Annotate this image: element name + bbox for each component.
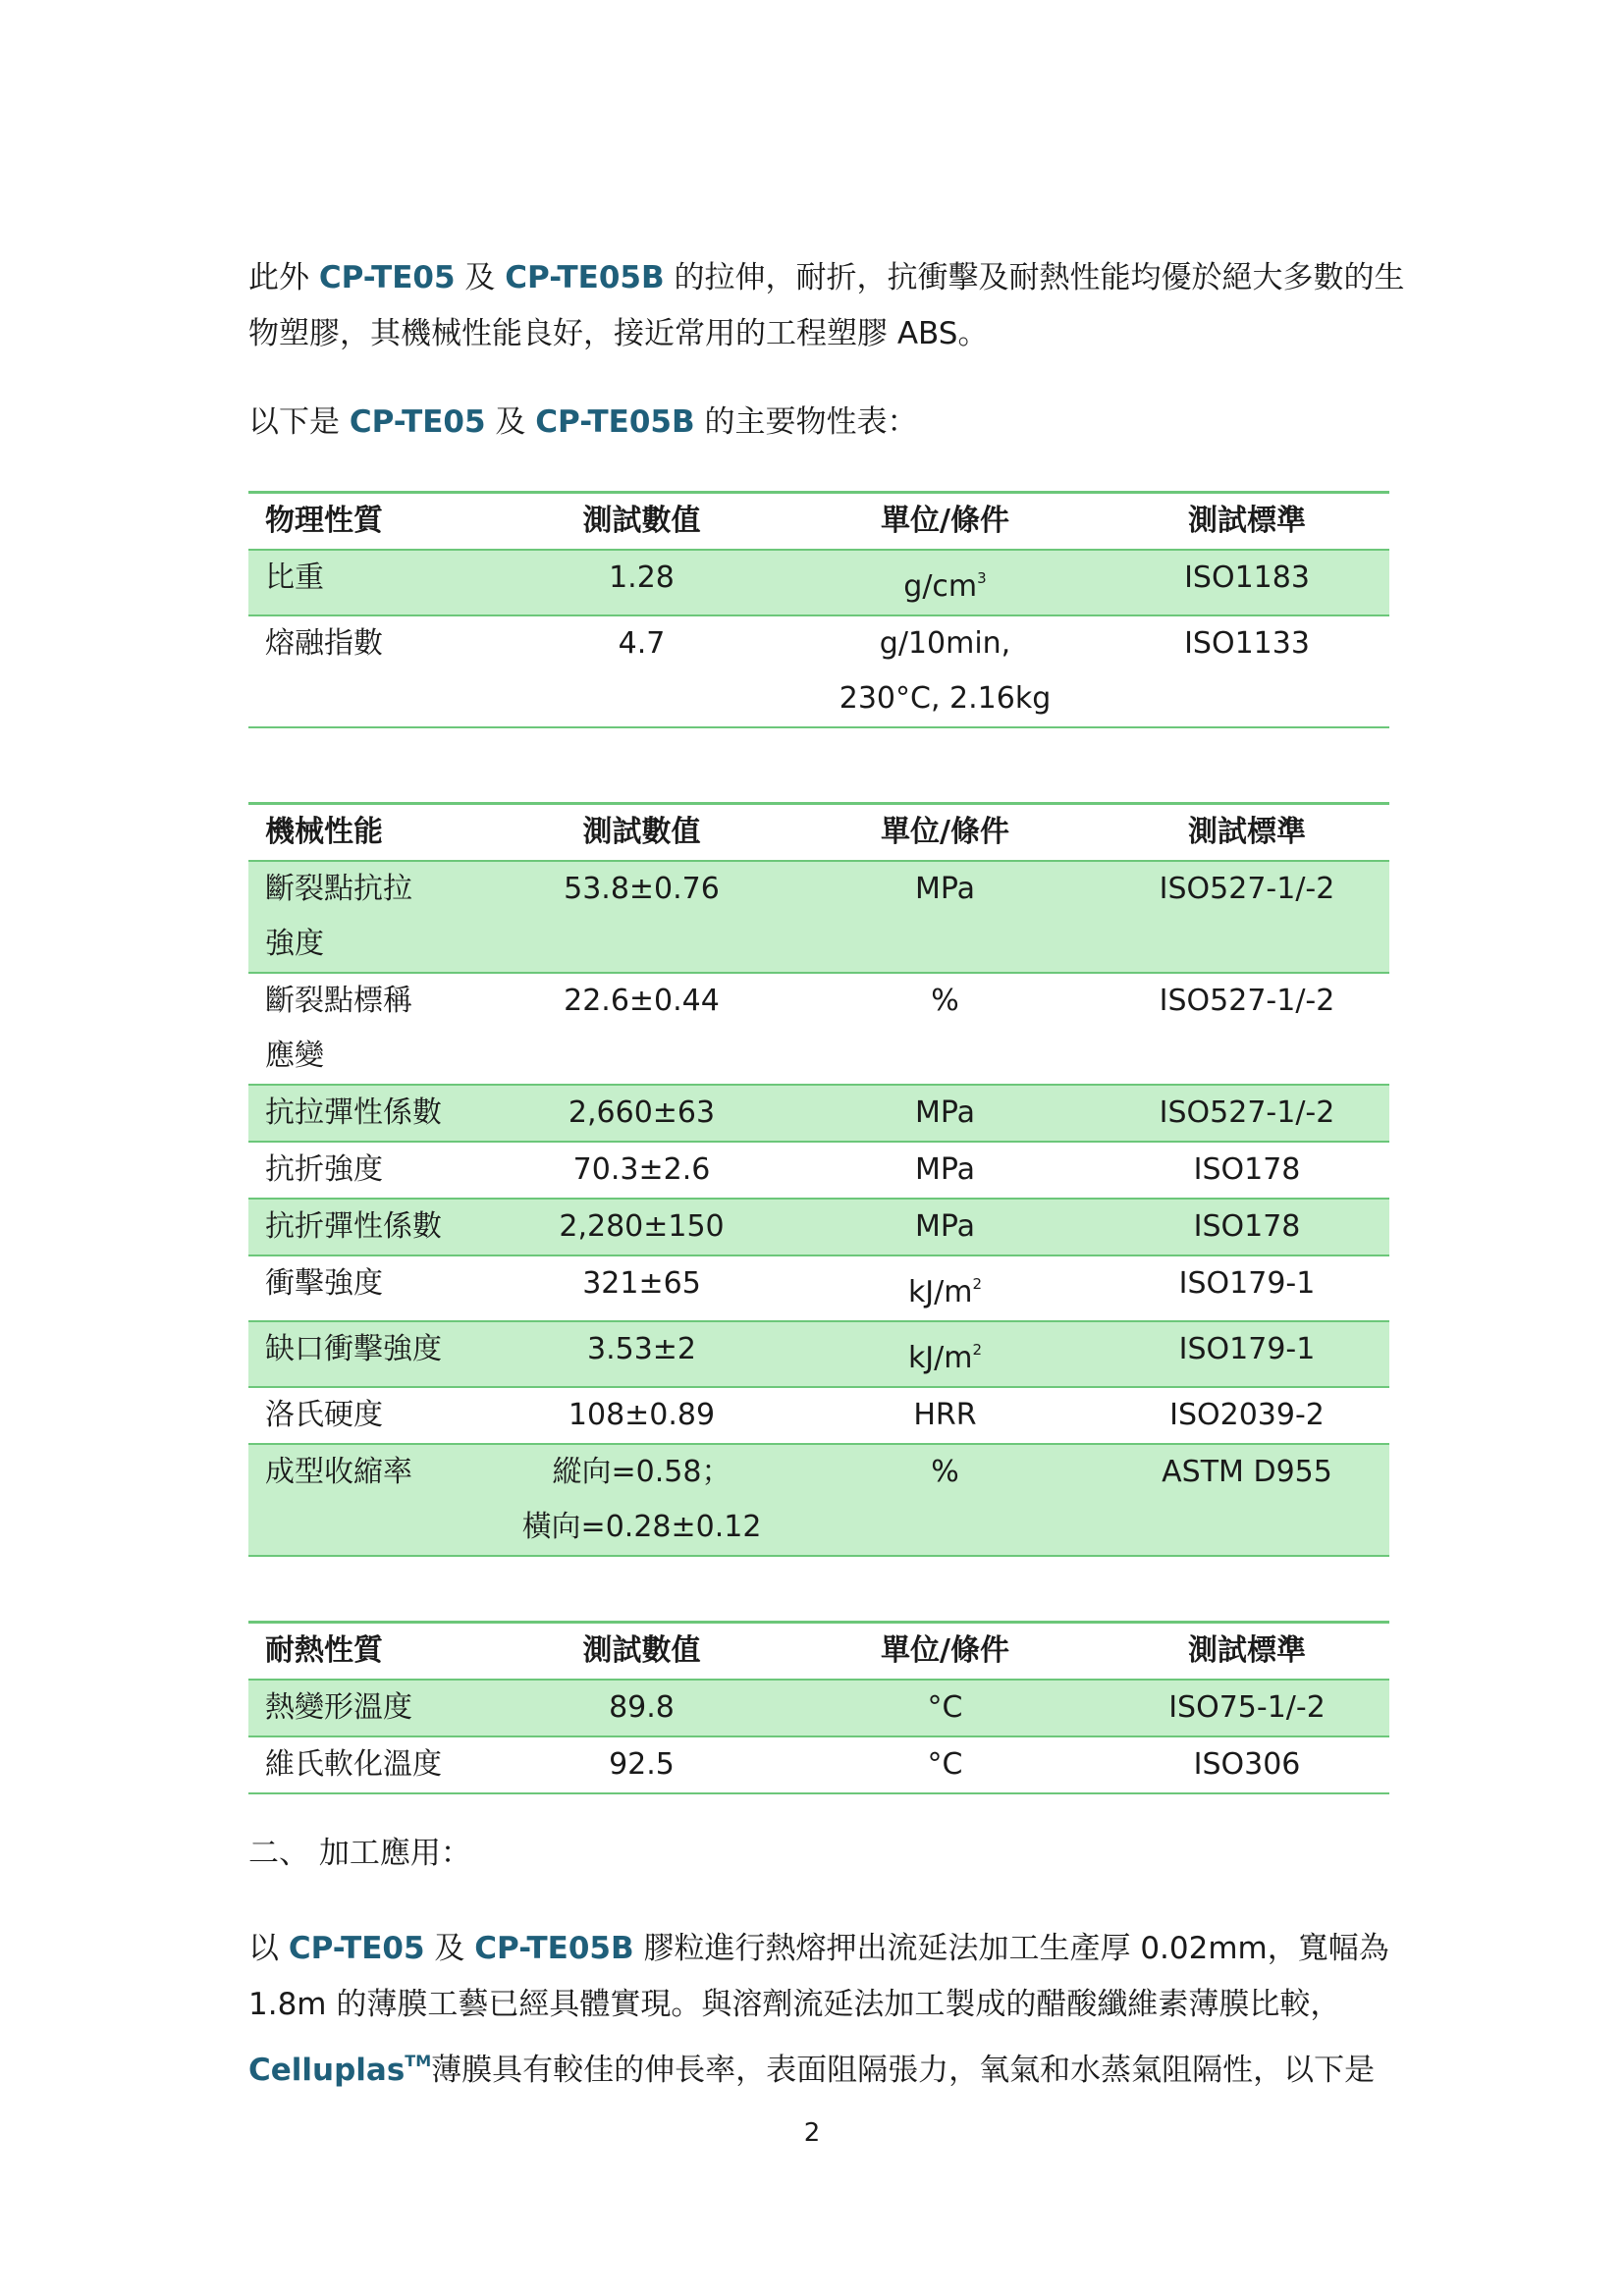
value-cell: 92.5 (498, 1736, 785, 1793)
value-cell: 2,660±63 (498, 1085, 785, 1142)
table-row (248, 1736, 1389, 1793)
table-header-row (248, 493, 1389, 551)
table-row (248, 1680, 1389, 1736)
unit-cell: % (785, 973, 1105, 1085)
property-cell: 抗折強度 (248, 1142, 498, 1199)
value-cell: 108±0.89 (498, 1387, 785, 1444)
standard-cell: ISO527-1/-2 (1105, 973, 1389, 1085)
property-cell: 抗折彈性係數 (248, 1199, 498, 1255)
value-cell: 1.28 (498, 550, 785, 615)
property-cell: 比重 (248, 550, 498, 615)
table-row (248, 615, 1389, 727)
standard-cell: ISO75-1/-2 (1105, 1680, 1389, 1736)
col-header: 測試數值 (498, 493, 785, 551)
property-cell: 缺口衝擊強度 (248, 1321, 498, 1387)
property-cell: 維氏軟化溫度 (248, 1736, 498, 1793)
product-name: CP-TE05 (318, 260, 456, 295)
value-cell: 321±65 (498, 1255, 785, 1321)
process-line-1: 以 CP-TE05 及 CP-TE05B 膠粒進行熱熔押出流延法加工生產厚 0.02mm，寬幅為 (248, 1931, 1389, 1966)
standard-cell: ISO527-1/-2 (1105, 861, 1389, 973)
unit-cell: MPa (785, 1085, 1105, 1142)
table-row (248, 550, 1389, 615)
mechanical-properties-table (248, 802, 1389, 1557)
process-line-3: Celluplas™薄膜具有較佳的伸長率，表面阻隔張力，氧氣和水蒸氣阻隔性，以下是 (248, 2052, 1376, 2088)
value-cell: 89.8 (498, 1680, 785, 1736)
col-header: 物理性質 (248, 493, 498, 551)
trademark-mark: TM (405, 2052, 432, 2070)
intro-line-1: 此外 CP-TE05 及 CP-TE05B 的拉伸，耐折，抗衝擊及耐熱性能均優於絕大多數的生 (248, 260, 1405, 295)
standard-cell: ASTM D955 (1105, 1444, 1389, 1556)
standard-cell: ISO178 (1105, 1199, 1389, 1255)
unit-cell: °C (785, 1680, 1105, 1736)
product-name: CP-TE05B (474, 1931, 634, 1966)
col-header: 單位/條件 (785, 1623, 1105, 1681)
intro-line-2: 物塑膠，其機械性能良好，接近常用的工程塑膠 ABS。 (248, 316, 989, 351)
product-name: CP-TE05B (505, 260, 665, 295)
property-cell: 熔融指數 (248, 615, 498, 727)
unit-cell: $kJ/m^2$ (785, 1321, 1105, 1387)
value-cell: 22.6±0.44 (498, 973, 785, 1085)
property-cell: 斷裂點標稱應變 (248, 973, 498, 1085)
section-heading: 二、 加工應用： (248, 1836, 471, 1871)
property-cell: 熱變形溫度 (248, 1680, 498, 1736)
col-header: 測試標準 (1105, 1623, 1389, 1681)
table-row (248, 1255, 1389, 1321)
standard-cell: ISO178 (1105, 1142, 1389, 1199)
value-cell: 3.53±2 (498, 1321, 785, 1387)
intro-paragraph (248, 250, 1405, 362)
page-number: 2 (803, 2118, 821, 2148)
col-header: 測試數值 (498, 804, 785, 862)
standard-cell: ISO527-1/-2 (1105, 1085, 1389, 1142)
value-cell: 53.8±0.76 (498, 861, 785, 973)
standard-cell: ISO1133 (1105, 615, 1389, 727)
table-row (248, 861, 1389, 973)
unit-cell: HRR (785, 1387, 1105, 1444)
value-cell: 70.3±2.6 (498, 1142, 785, 1199)
table-row (248, 1321, 1389, 1387)
standard-cell: ISO1183 (1105, 550, 1389, 615)
value-cell: 4.7 (498, 615, 785, 727)
standard-cell: ISO179-1 (1105, 1255, 1389, 1321)
product-name: CP-TE05 (288, 1931, 425, 1966)
value-cell: 縱向=0.58； 橫向=0.28±0.12 (498, 1444, 785, 1556)
standard-cell: ISO306 (1105, 1736, 1389, 1793)
value-cell: 2,280±150 (498, 1199, 785, 1255)
col-header: 測試標準 (1105, 804, 1389, 862)
property-cell: 抗拉彈性係數 (248, 1085, 498, 1142)
property-cell: 衝擊強度 (248, 1255, 498, 1321)
product-name: CP-TE05B (535, 404, 695, 440)
unit-cell: MPa (785, 1199, 1105, 1255)
table-row (248, 1085, 1389, 1142)
table-header-row (248, 804, 1389, 862)
table-header-row (248, 1623, 1389, 1681)
col-header: 單位/條件 (785, 493, 1105, 551)
property-cell: 成型收縮率 (248, 1444, 498, 1556)
property-cell: 洛氏硬度 (248, 1387, 498, 1444)
col-header: 測試數值 (498, 1623, 785, 1681)
unit-cell: g/10min, 230°C, 2.16kg (785, 615, 1105, 727)
col-header: 測試標準 (1105, 493, 1389, 551)
table-row (248, 1142, 1389, 1199)
unit-cell: $g/cm^3$ (785, 550, 1105, 615)
table-row (248, 1199, 1389, 1255)
col-header: 耐熱性質 (248, 1623, 498, 1681)
unit-cell: MPa (785, 1142, 1105, 1199)
col-header: 單位/條件 (785, 804, 1105, 862)
unit-cell: MPa (785, 861, 1105, 973)
unit-cell: % (785, 1444, 1105, 1556)
process-paragraph (248, 1921, 1387, 2099)
property-cell: 斷裂點抗拉強度 (248, 861, 498, 973)
table-row (248, 1444, 1389, 1556)
table-row (248, 973, 1389, 1085)
col-header: 機械性能 (248, 804, 498, 862)
product-name: CP-TE05 (349, 404, 486, 440)
standard-cell: ISO2039-2 (1105, 1387, 1389, 1444)
unit-cell: $kJ/m^2$ (785, 1255, 1105, 1321)
unit-cell: °C (785, 1736, 1105, 1793)
thermal-properties-table (248, 1621, 1389, 1794)
standard-cell: ISO179-1 (1105, 1321, 1389, 1387)
brand-name: Celluplas (248, 2053, 406, 2088)
table-intro: 以下是 CP-TE05 及 CP-TE05B 的主要物性表： (248, 404, 918, 440)
table-row (248, 1387, 1389, 1444)
physical-properties-table (248, 491, 1389, 728)
process-line-2: 1.8m 的薄膜工藝已經具體實現。與溶劑流延法加工製成的醋酸纖維素薄膜比較， (248, 1987, 1341, 2022)
